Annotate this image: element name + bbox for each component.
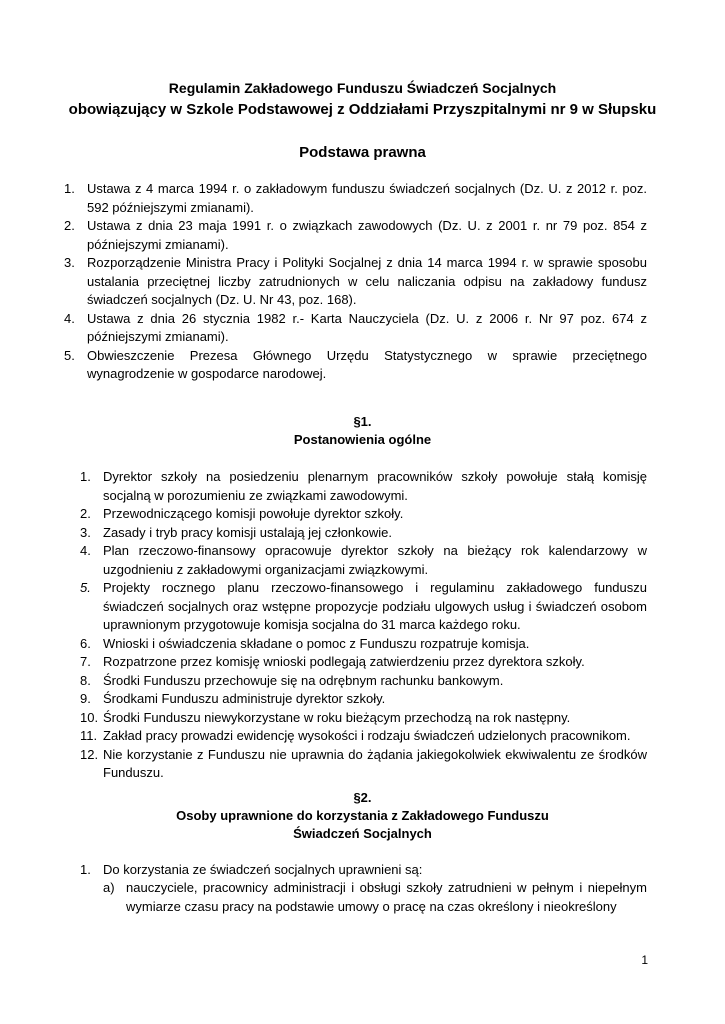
list-item: 7. Rozpatrzone przez komisję wnioski podlegają zatwierdzeniu przez dyrektora szkoły. — [80, 654, 585, 669]
list-item: 5. Obwieszczenie Prezesa Głównego Urzędu Statystycznego w sprawie przeciętnego wynagrodzenie w gospodarce narodowej. — [64, 347, 647, 381]
document-title-line1: Regulamin Zakładowego Funduszu Świadczeń Socjalnych — [168, 80, 557, 96]
section1-title: Postanowienia ogólne — [293, 432, 432, 447]
document-title-line2: obowiązujący w Szkole Podstawowej z Oddziałami Przyszpitalnymi nr 9 w Słupsku — [68, 101, 657, 118]
legal-basis-list — [64, 180, 647, 384]
list-item: 1. Do korzystania ze świadczeń socjalnych uprawnieni są: — [80, 862, 423, 877]
section2-title-line2: Świadczeń Socjalnych — [293, 826, 432, 841]
list-item: 11. Zakład pracy prowadzi ewidencję wysokości i rodzaju świadczeń udzielonych pracownikom. — [80, 728, 631, 743]
list-item: 4. Plan rzeczowo-finansowy opracowuje dyrektor szkoły na bieżący rok kalendarzowy w uzgodnieniu z zakładowymi organizacjami związkowymi. — [80, 543, 647, 577]
list-item: 10. Środki Funduszu niewykorzystane w roku bieżącym przechodzą na rok następny. — [80, 709, 571, 725]
list-item: 3. Rozporządzenie Ministra Pracy i Polityki Socjalnej z dnia 14 marca 1994 r. w sprawie sposobu ustalania przeciętnej liczby zatrudnionych w celu naliczania odpisu na zakładowy fundusz świadczeń socjalnych (Dz. U. Nr 43, poz. 168). — [64, 255, 647, 307]
section2-list — [80, 861, 647, 880]
list-item: 1. Dyrektor szkoły na posiedzeniu plenarnym pracowników szkoły powołuje stałą komisję socjalną w porozumieniu ze związkami zawodowymi. — [80, 469, 647, 503]
section2-title-line1: Osoby uprawnione do korzystania z Zakładowego Funduszu — [176, 808, 549, 823]
list-item: 2. Przewodniczącego komisji powołuje dyrektor szkoły. — [80, 506, 404, 521]
section2-sublist — [103, 879, 647, 916]
legal-basis-heading: Podstawa prawna — [299, 144, 426, 161]
section2-sign: §2. — [353, 790, 372, 805]
list-item: a) nauczyciele, pracownicy administracji i obsługi szkoły zatrudnieni w pełnym i niepełnym wymiarze czasu pracy na podstawie umowy o pracę na czas określony i nieokreślony — [103, 880, 647, 914]
section1-list — [80, 468, 647, 783]
page-number: 1 — [641, 953, 648, 967]
list-item: 1. Ustawa z 4 marca 1994 r. o zakładowym funduszu świadczeń socjalnych (Dz. U. z 2012 r. poz. 592 późniejszymi zmianami). — [64, 181, 647, 215]
list-item: 5. Projekty rocznego planu rzeczowo-finansowego i regulaminu zakładowego funduszu świadczeń socjalnych oraz wstępne propozycje podziału ulgowych usług i świadczeń osobom uprawnionym przygotowuje komisja socjalna do 31 marca każdego roku. — [80, 580, 647, 632]
list-item: 8. Środki Funduszu przechowuje się na odrębnym rachunku bankowym. — [80, 672, 504, 688]
list-item: 2. Ustawa z dnia 23 maja 1991 r. o związkach zawodowych (Dz. U. z 2001 r. nr 79 poz. 854 z późniejszymi zmianami). — [64, 218, 647, 252]
section1-sign: §1. — [353, 414, 372, 429]
list-item: 3. Zasady i tryb pracy komisji ustalają jej członkowie. — [80, 524, 392, 540]
list-item: 12. Nie korzystanie z Funduszu nie uprawnia do żądania jakiegokolwiek ekwiwalentu ze środków Funduszu. — [80, 746, 647, 780]
list-item: 4. Ustawa z dnia 26 stycznia 1982 r.- Karta Nauczyciela (Dz. U. z 2006 r. Nr 97 poz. 674 z późniejszymi zmianami). — [64, 310, 647, 344]
list-item: 9. Środkami Funduszu administruje dyrektor szkoły. — [80, 691, 386, 706]
list-item: 6. Wnioski i oświadczenia składane o pomoc z Funduszu rozpatruje komisja. — [80, 635, 530, 651]
